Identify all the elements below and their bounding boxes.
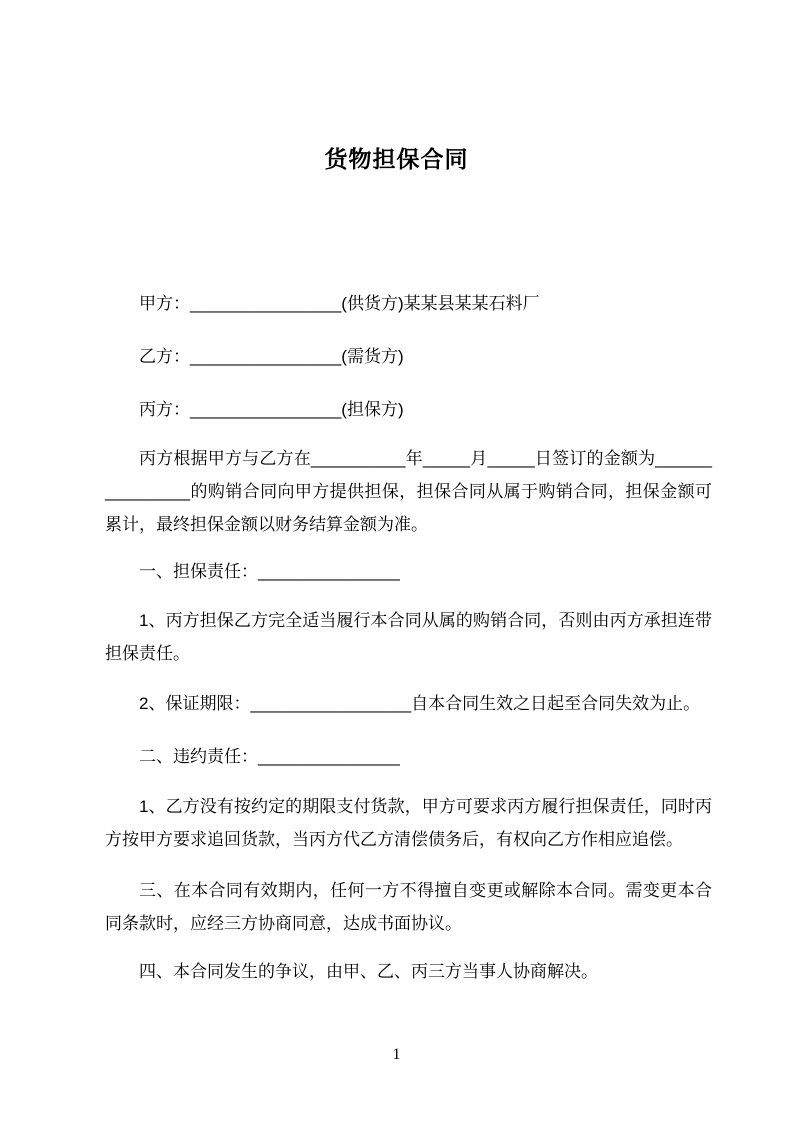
party-jia-label: 甲方： [139,294,190,313]
party-jia-name: (供货方)某某县某某石料厂 [341,294,540,313]
party-line-bing [105,399,712,420]
party-yi-blank: ________________ [190,347,342,366]
clause-section4: 四、本合同发生的争议，由甲、乙、丙三方当事人协商解决。 [139,962,598,981]
clause-section3: 三、在本合同有效期内，任何一方不得擅自变更或解除本合同。需变更本合同条款时，应经三方协商同意，达成书面协议。 [105,881,712,933]
clause-section1-heading: 一、担保责任：_______________ [139,562,400,581]
party-jia-blank: ________________ [190,294,342,313]
party-yi-label: 乙方： [139,347,190,366]
clause-section2-item1: 1、乙方没有按约定的期限支付货款，甲方可要求丙方履行担保责任，同时丙方按甲方要求追回货款，当丙方代乙方清偿债务后，有权向乙方作相应追偿。 [105,797,712,849]
clause-section1-item2: 2、保证期限：_________________自本合同生效之日起至合同失效为止。 [139,694,701,713]
party-line-jia [105,293,712,314]
party-line-yi [105,346,712,367]
party-bing-name: (担保方) [341,400,404,419]
page-number: 1 [392,1046,401,1063]
party-yi-name: (需货方) [341,347,404,366]
clause-intro: 丙方根据甲方与乙方在__________年_____月_____日签订的金额为_______________的购销合同向甲方提供担保，担保合同从属于购销合同，担保金额可累计，最终担保金额以财务结算金额为准。 [105,449,712,534]
clause-section1-item1: 1、丙方担保乙方完全适当履行本合同从属的购销合同，否则由丙方承担连带担保责任。 [105,611,712,663]
clause-section2-heading: 二、违约责任：_______________ [139,747,400,766]
party-bing-blank: ________________ [190,400,342,419]
document-title: 货物担保合同 [324,146,469,172]
party-bing-label: 丙方： [139,400,190,419]
